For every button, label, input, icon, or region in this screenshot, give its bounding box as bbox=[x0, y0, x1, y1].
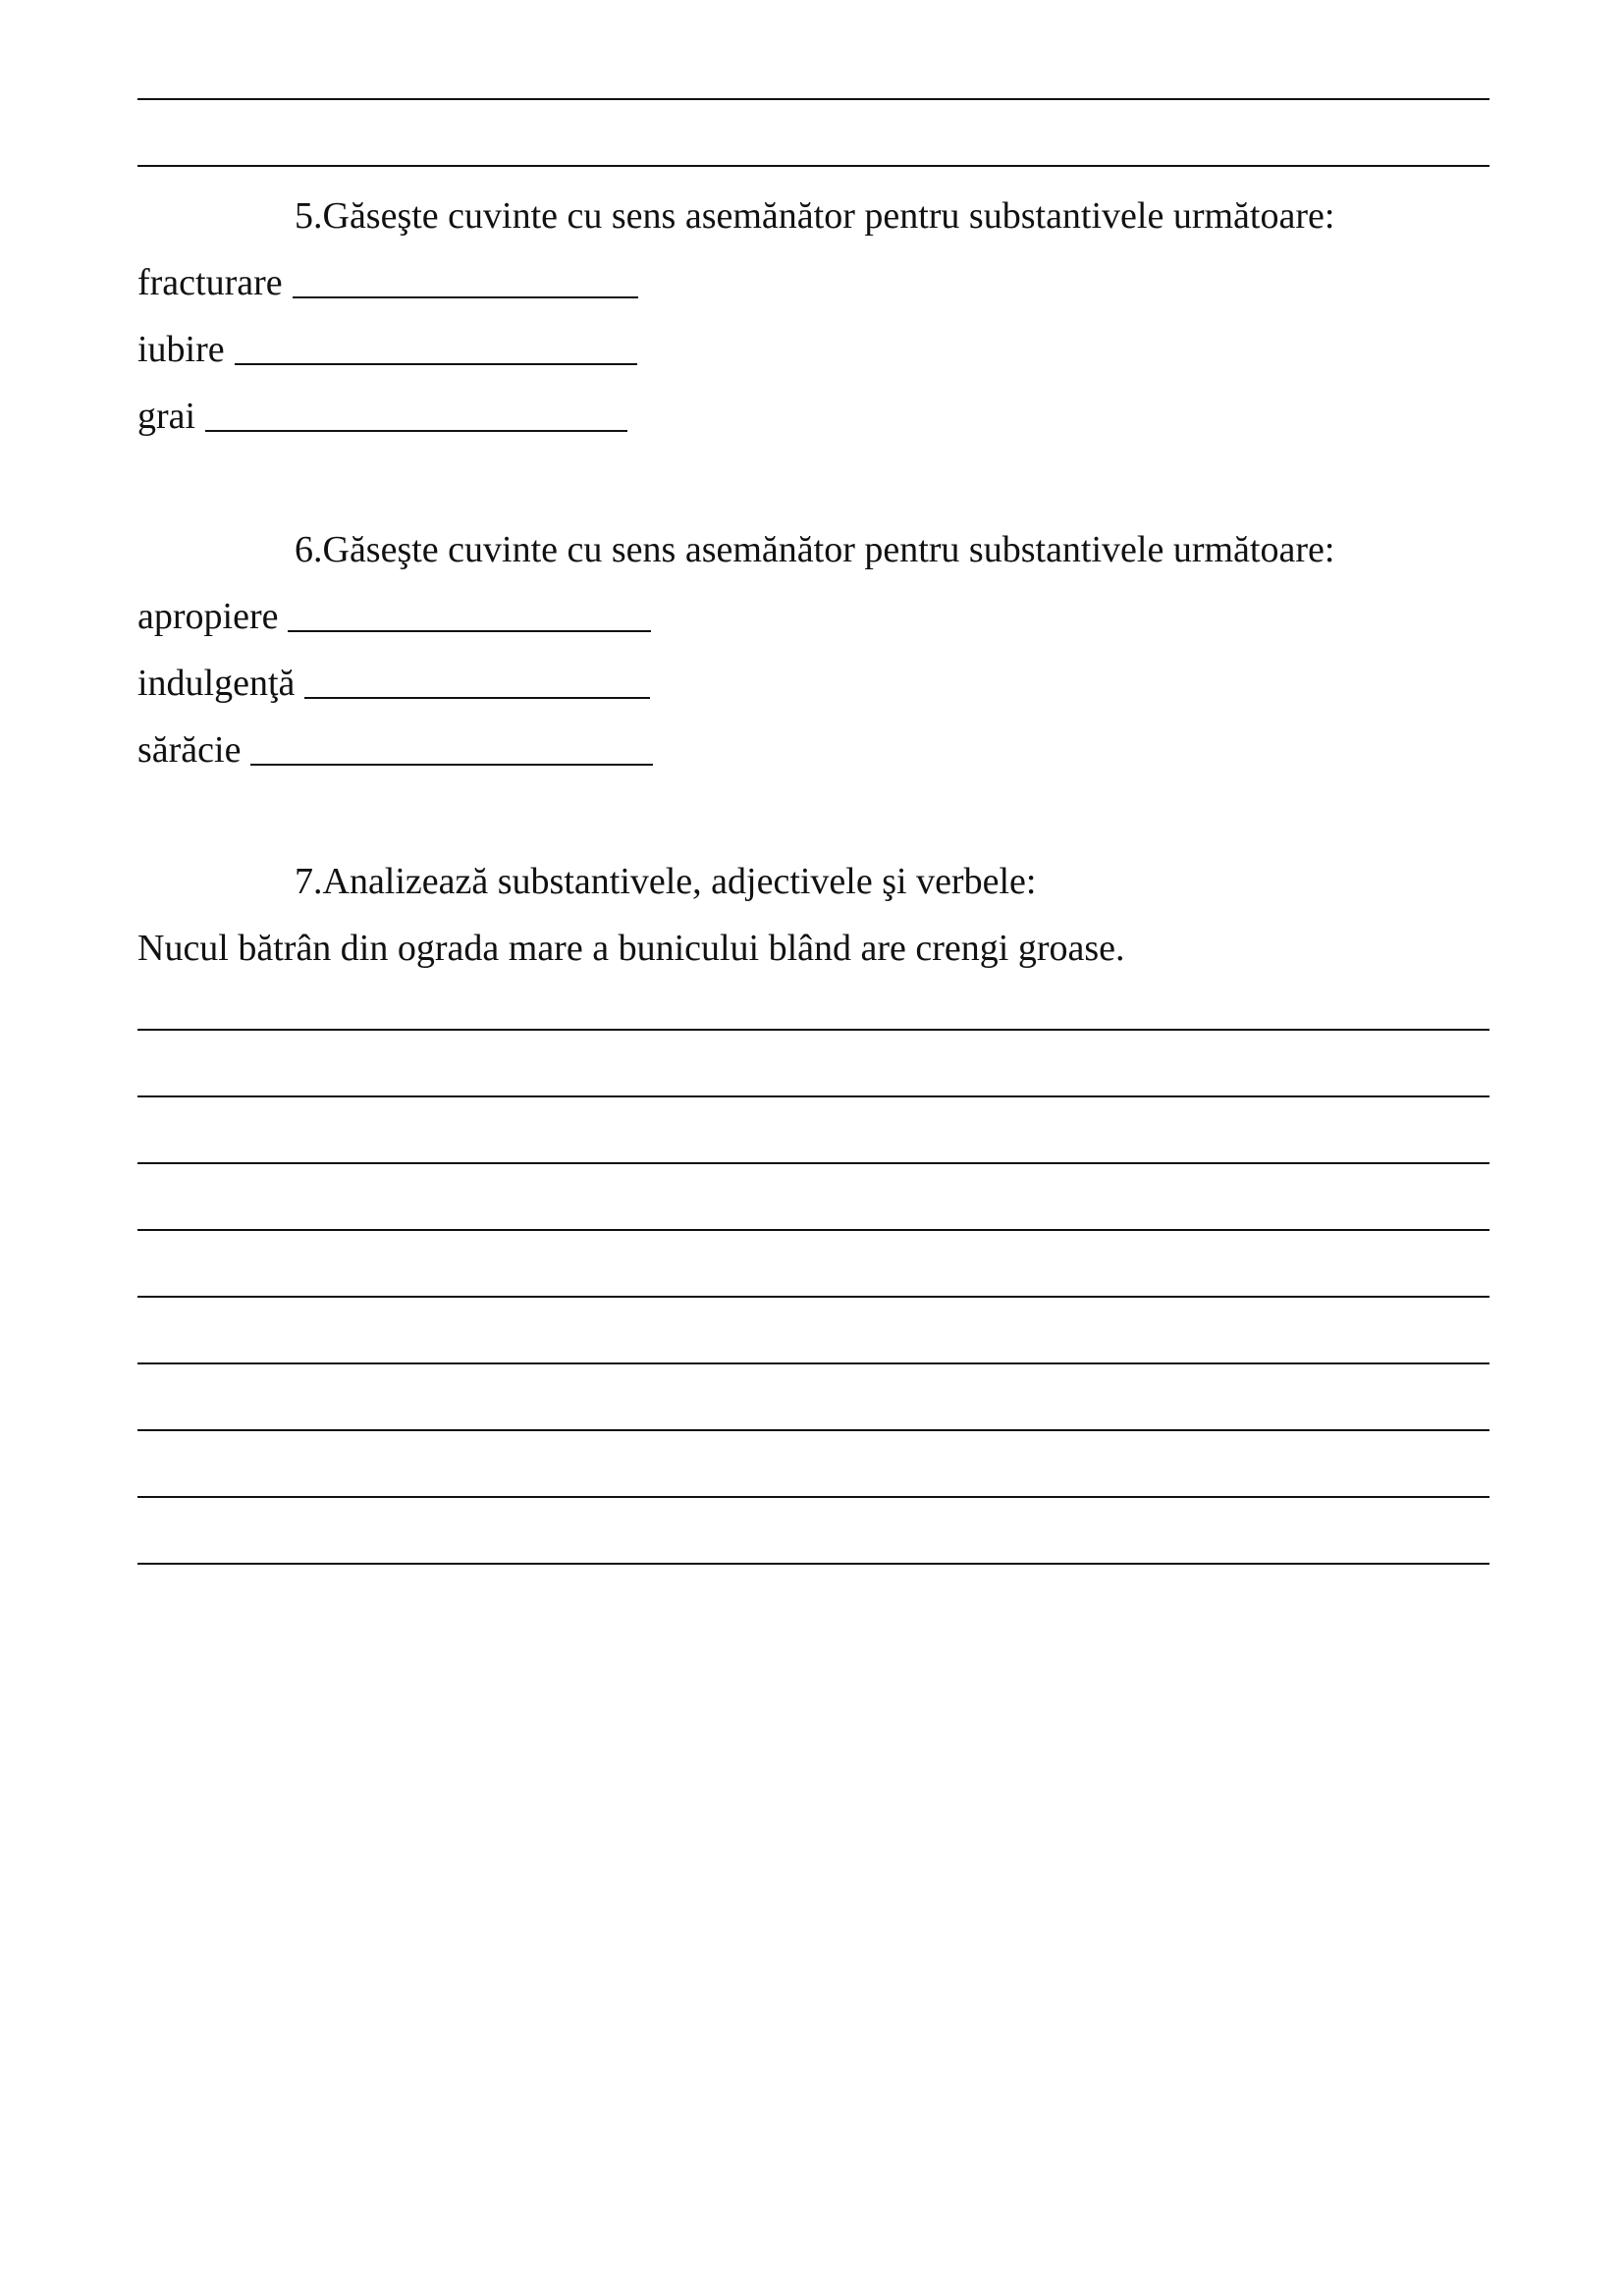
answer-blank[interactable] bbox=[288, 629, 651, 632]
exercise-7-sentence: Nucul bătrân din ograda mare a bunicului blând are crengi groase. bbox=[137, 928, 1125, 969]
exercise-6-heading: 6.Găseşte cuvinte cu sens asemănător pentru substantivele următoare: bbox=[295, 529, 1335, 570]
exercise-5-item bbox=[137, 395, 627, 438]
answer-line[interactable] bbox=[137, 1496, 1489, 1498]
exercise-7-heading: 7.Analizează substantivele, adjectivele şi verbele: bbox=[295, 861, 1037, 902]
answer-line[interactable] bbox=[137, 1563, 1489, 1565]
exercise-5-item bbox=[137, 261, 638, 304]
exercise-5-item bbox=[137, 328, 637, 371]
answer-blank[interactable] bbox=[205, 429, 627, 432]
exercise-6-item bbox=[137, 728, 653, 772]
answer-line[interactable] bbox=[137, 98, 1489, 100]
answer-blank[interactable] bbox=[304, 696, 650, 699]
word-label: sărăcie bbox=[137, 729, 242, 771]
word-label: iubire bbox=[137, 329, 225, 370]
word-label: apropiere bbox=[137, 596, 279, 637]
answer-line[interactable] bbox=[137, 1296, 1489, 1298]
answer-line[interactable] bbox=[137, 165, 1489, 167]
answer-blank[interactable] bbox=[250, 763, 653, 766]
answer-line[interactable] bbox=[137, 1162, 1489, 1164]
exercise-5-heading: 5.Găseşte cuvinte cu sens asemănător pentru substantivele următoare: bbox=[295, 195, 1335, 237]
answer-line[interactable] bbox=[137, 1362, 1489, 1364]
answer-line[interactable] bbox=[137, 1029, 1489, 1031]
answer-line[interactable] bbox=[137, 1229, 1489, 1231]
word-label: grai bbox=[137, 396, 196, 437]
exercise-6-item bbox=[137, 595, 651, 638]
exercise-6-item bbox=[137, 662, 650, 705]
word-label: fracturare bbox=[137, 262, 283, 303]
answer-blank[interactable] bbox=[235, 362, 637, 365]
answer-blank[interactable] bbox=[293, 295, 638, 298]
answer-line[interactable] bbox=[137, 1095, 1489, 1097]
word-label: indulgenţă bbox=[137, 663, 296, 704]
answer-line[interactable] bbox=[137, 1429, 1489, 1431]
